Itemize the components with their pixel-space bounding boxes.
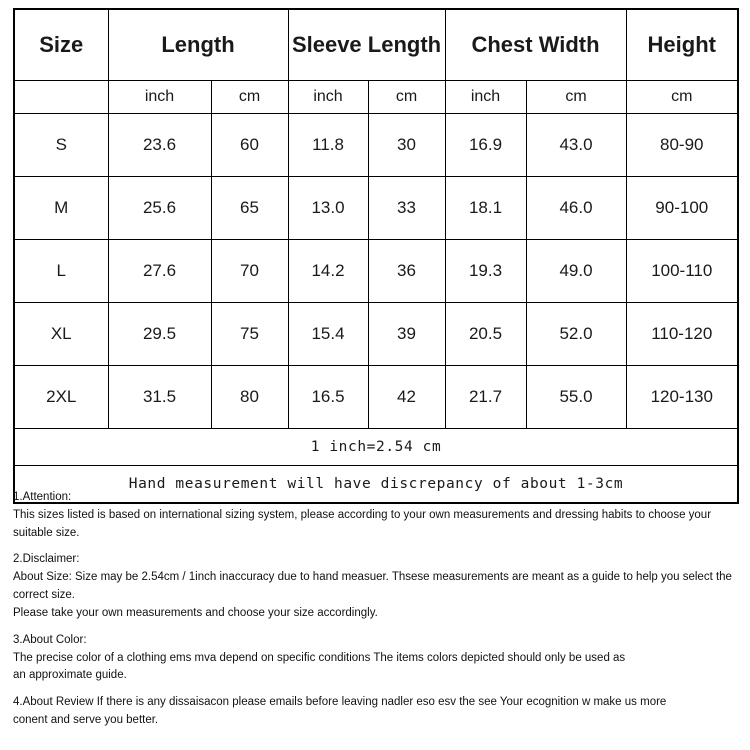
unit-sleeve-inch: inch [288,81,368,114]
table-unit-row [14,81,738,114]
table-row [14,177,738,240]
cell-chest-cm: 43.0 [526,114,626,177]
cell-length-cm: 65 [211,177,288,240]
cell-size: M [14,177,108,240]
cell-sleeve-cm: 36 [368,240,445,303]
cell-sleeve-cm: 33 [368,177,445,240]
footnote-conversion: 1 inch=2.54 cm [14,429,738,466]
table-row [14,240,738,303]
table-row [14,366,738,429]
header-height: Height [626,9,738,81]
cell-size: S [14,114,108,177]
footnote-discrepancy: Hand measurement will have discrepancy of about 1-3cm [14,466,738,504]
cell-sleeve-cm: 42 [368,366,445,429]
table-row [14,114,738,177]
note-review-line2: conent and serve you better. [13,713,159,726]
note-disclaimer-line1: About Size: Size may be 2.54cm / 1inch inaccuracy due to hand measuer. Thsese measurements are meant as a guide to help you select the correct size. [13,571,732,602]
cell-size: L [14,240,108,303]
table-row [14,303,738,366]
note-review-line1: 4.About Review If there is any dissaisacon please emails before leaving nadler eso esv the see Your ecognition w make us more [13,696,667,709]
note-disclaimer [13,551,737,622]
unit-chest-inch: inch [445,81,526,114]
cell-length-cm: 80 [211,366,288,429]
note-review [13,694,737,730]
cell-height-cm: 120-130 [626,366,738,429]
unit-height-cm: cm [626,81,738,114]
header-length: Length [108,9,288,81]
cell-sleeve-cm: 39 [368,303,445,366]
note-attention-title: 1.Attention: [13,491,72,503]
unit-length-inch: inch [108,81,211,114]
cell-sleeve-inch: 11.8 [288,114,368,177]
cell-size: 2XL [14,366,108,429]
unit-sleeve-cm: cm [368,81,445,114]
cell-sleeve-inch: 16.5 [288,366,368,429]
header-sleeve-length: Sleeve Length [288,9,445,81]
cell-length-cm: 75 [211,303,288,366]
unit-length-cm: cm [211,81,288,114]
cell-chest-inch: 20.5 [445,303,526,366]
table-footnote-conversion-row [14,429,738,466]
cell-chest-inch: 18.1 [445,177,526,240]
cell-length-inch: 31.5 [108,366,211,429]
note-attention [13,489,737,542]
cell-chest-cm: 52.0 [526,303,626,366]
cell-length-inch: 25.6 [108,177,211,240]
cell-length-inch: 23.6 [108,114,211,177]
table-header-row [14,9,738,81]
cell-sleeve-inch: 14.2 [288,240,368,303]
unit-chest-cm: cm [526,81,626,114]
unit-size-blank [14,81,108,114]
note-color-title: 3.About Color: [13,633,87,646]
cell-height-cm: 90-100 [626,177,738,240]
cell-chest-cm: 49.0 [526,240,626,303]
note-color-line2: an approximate guide. [13,669,127,682]
cell-height-cm: 110-120 [626,303,738,366]
cell-chest-cm: 55.0 [526,366,626,429]
notes-section [13,489,737,730]
note-attention-line1: This sizes listed is based on international sizing system, please according to your own measurements and dressing habits to choose your suitable size. [13,508,712,539]
cell-height-cm: 80-90 [626,114,738,177]
note-disclaimer-title: 2.Disclaimer: [13,553,80,566]
cell-length-cm: 70 [211,240,288,303]
header-chest-width: Chest Width [445,9,626,81]
note-color [13,632,737,685]
size-table [13,8,739,504]
cell-chest-inch: 16.9 [445,114,526,177]
cell-chest-cm: 46.0 [526,177,626,240]
note-disclaimer-line2: Please take your own measurements and choose your size accordingly. [13,606,378,619]
cell-length-cm: 60 [211,114,288,177]
cell-chest-inch: 21.7 [445,366,526,429]
cell-length-inch: 27.6 [108,240,211,303]
cell-sleeve-inch: 13.0 [288,177,368,240]
note-color-line1: The precise color of a clothing ems mva depend on specific conditions The items colors depicted should only be used as [13,651,626,664]
cell-length-inch: 29.5 [108,303,211,366]
cell-height-cm: 100-110 [626,240,738,303]
cell-sleeve-inch: 15.4 [288,303,368,366]
header-size: Size [14,9,108,81]
cell-size: XL [14,303,108,366]
cell-chest-inch: 19.3 [445,240,526,303]
cell-sleeve-cm: 30 [368,114,445,177]
